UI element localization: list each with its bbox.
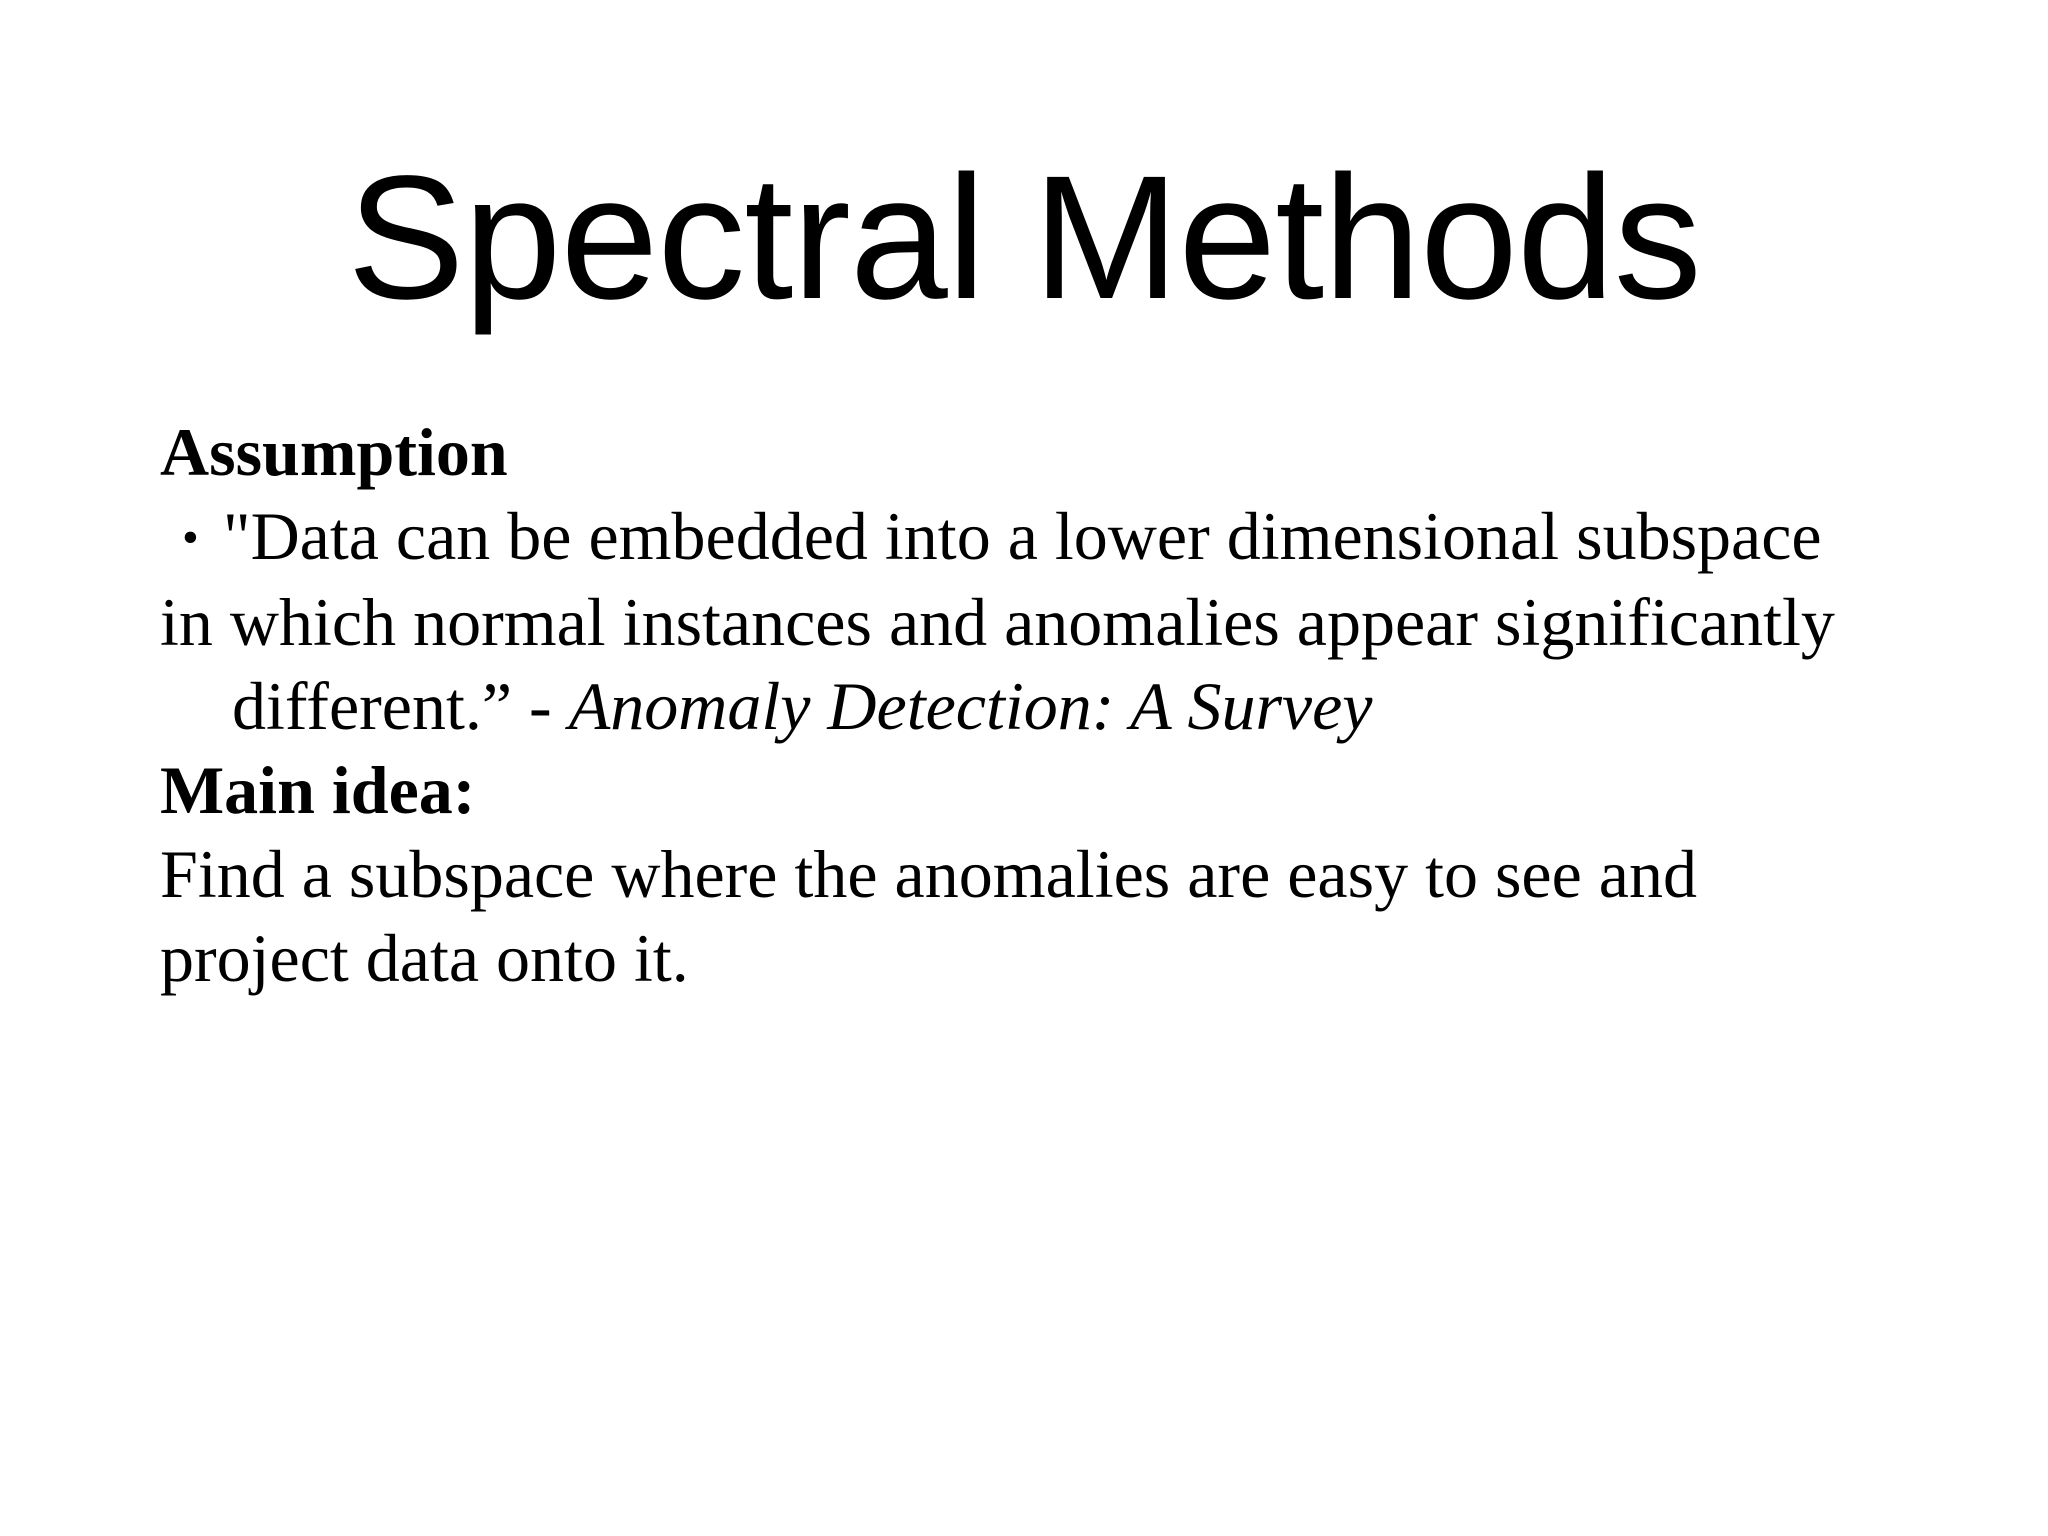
- quote-line-3-text: different.” -: [232, 668, 569, 744]
- assumption-heading: Assumption: [160, 414, 508, 490]
- slide-body: [160, 410, 1960, 1000]
- quote-line-2: in which normal instances and anomalies appear significantly: [160, 584, 1835, 660]
- main-idea-heading: Main idea:: [160, 752, 476, 828]
- bullet-item: [160, 494, 1960, 580]
- citation: Anomaly Detection: A Survey: [568, 668, 1373, 744]
- bullet-icon: •: [182, 511, 199, 564]
- main-idea-line-1: Find a subspace where the anomalies are easy to see and: [160, 836, 1697, 912]
- quote-line-3: [160, 664, 1960, 748]
- main-idea-line-2: project data onto it.: [160, 920, 689, 996]
- slide-title: Spectral Methods: [347, 140, 1701, 336]
- quote-line-1: "Data can be embedded into a lower dimensional subspace: [222, 498, 1822, 574]
